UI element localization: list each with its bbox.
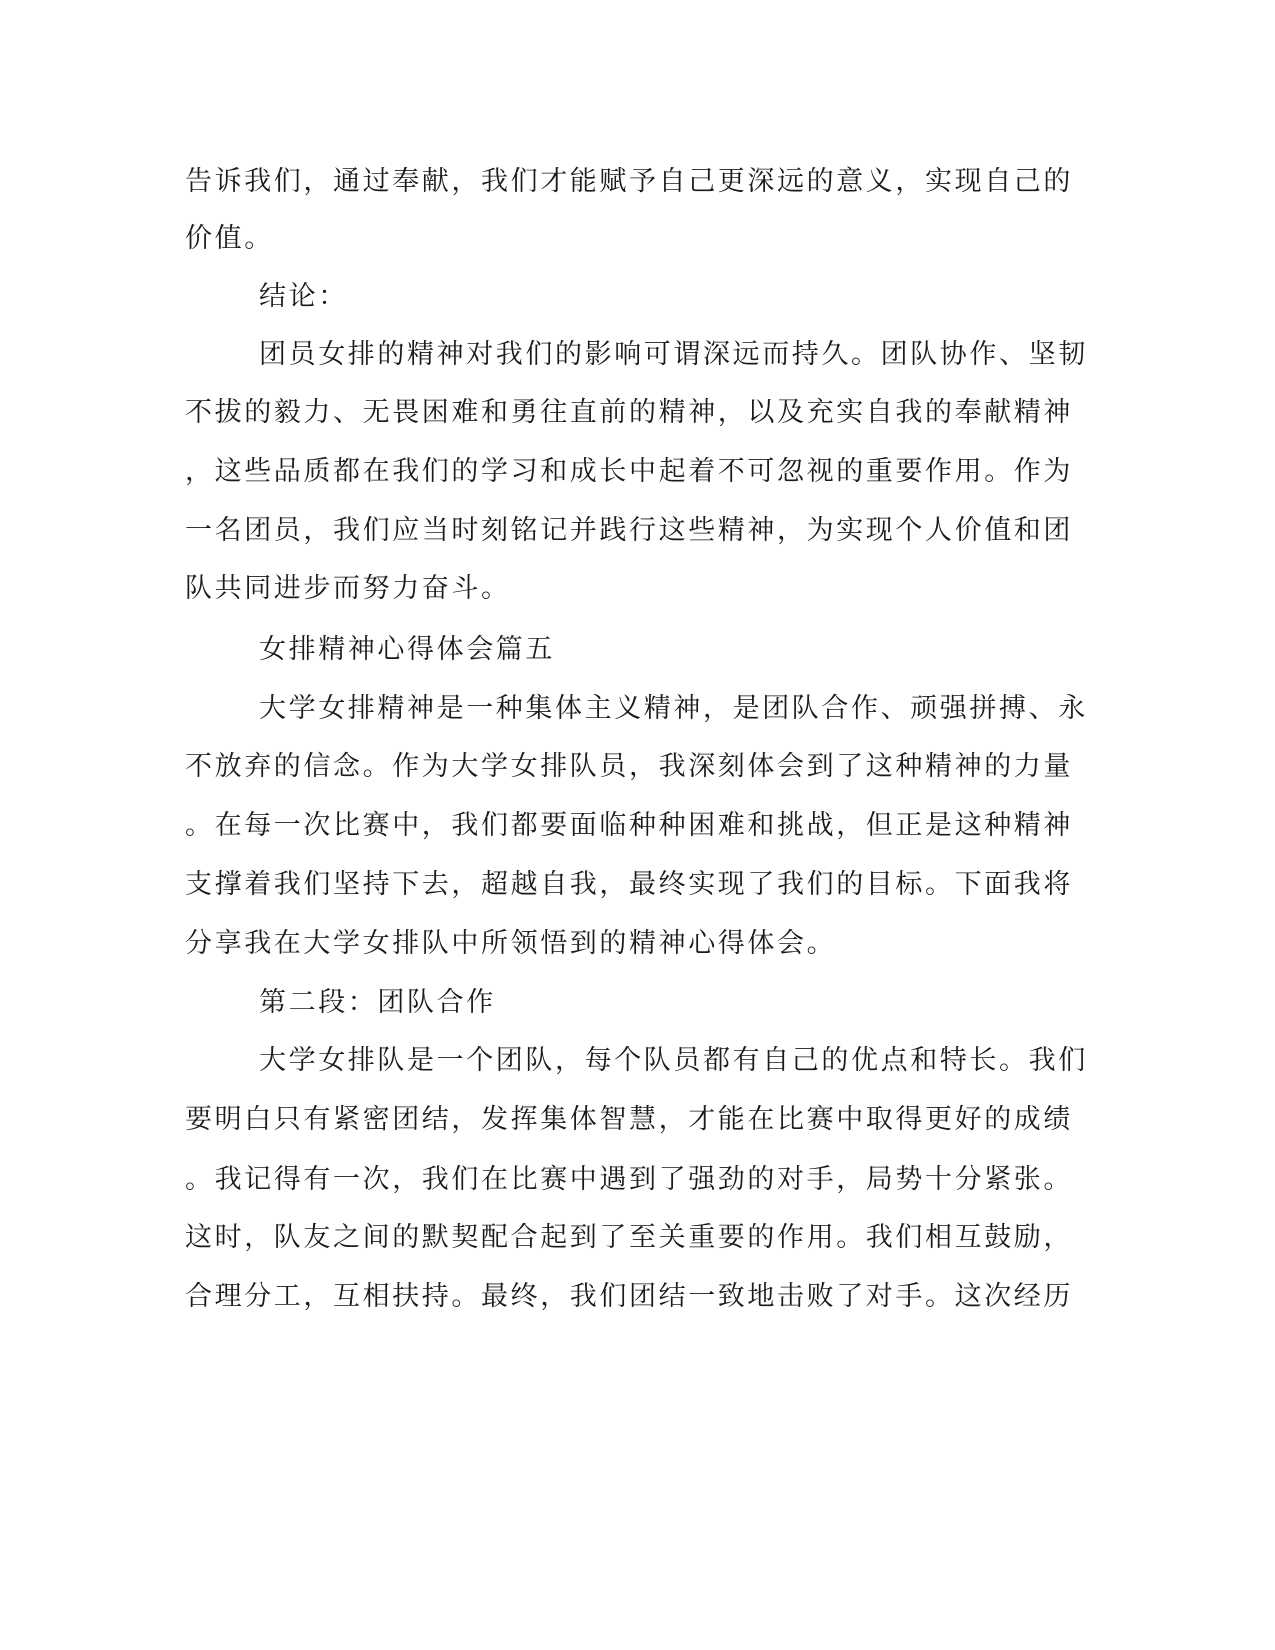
text-line: 这时，队友之间的默契配合起到了至关重要的作用。我们相互鼓励， [185,1222,1073,1253]
text-line: 要明白只有紧密团结，发挥集体智慧，才能在比赛中取得更好的成绩 [185,1104,1073,1135]
section-heading: 女排精神心得体会篇五 [259,634,555,665]
text-line: 团员女排的精神对我们的影响可谓深远而持久。团队协作、坚韧 [259,339,1088,370]
text-line: 大学女排队是一个团队，每个队员都有自己的优点和特长。我们 [259,1045,1088,1076]
text-line: 告诉我们，通过奉献，我们才能赋予自己更深远的意义，实现自己的 [185,166,1073,197]
text-line: 分享我在大学女排队中所领悟到的精神心得体会。 [185,928,837,959]
text-line: 不拔的毅力、无畏困难和勇往直前的精神，以及充实自我的奉献精神 [185,397,1073,428]
text-line: 合理分工，互相扶持。最终，我们团结一致地击败了对手。这次经历 [185,1281,1073,1312]
text-line: 队共同进步而努力奋斗。 [185,573,511,604]
section-heading: 结论： [259,281,348,312]
text-line: 大学女排精神是一种集体主义精神，是团队合作、顽强拼搏、永 [259,693,1088,724]
text-line: 一名团员，我们应当时刻铭记并践行这些精神，为实现个人价值和团 [185,515,1073,546]
text-line: 。我记得有一次，我们在比赛中遇到了强劲的对手，局势十分紧张。 [185,1164,1073,1195]
text-line: 支撑着我们坚持下去，超越自我，最终实现了我们的目标。下面我将 [185,869,1073,900]
text-line: 。在每一次比赛中，我们都要面临种种困难和挑战，但正是这种精神 [185,810,1073,841]
text-line: 不放弃的信念。作为大学女排队员，我深刻体会到了这种精神的力量 [185,751,1073,782]
text-line: 价值。 [185,223,274,254]
text-line: ，这些品质都在我们的学习和成长中起着不可忽视的重要作用。作为 [185,456,1073,487]
section-heading: 第二段：团队合作 [259,987,496,1018]
